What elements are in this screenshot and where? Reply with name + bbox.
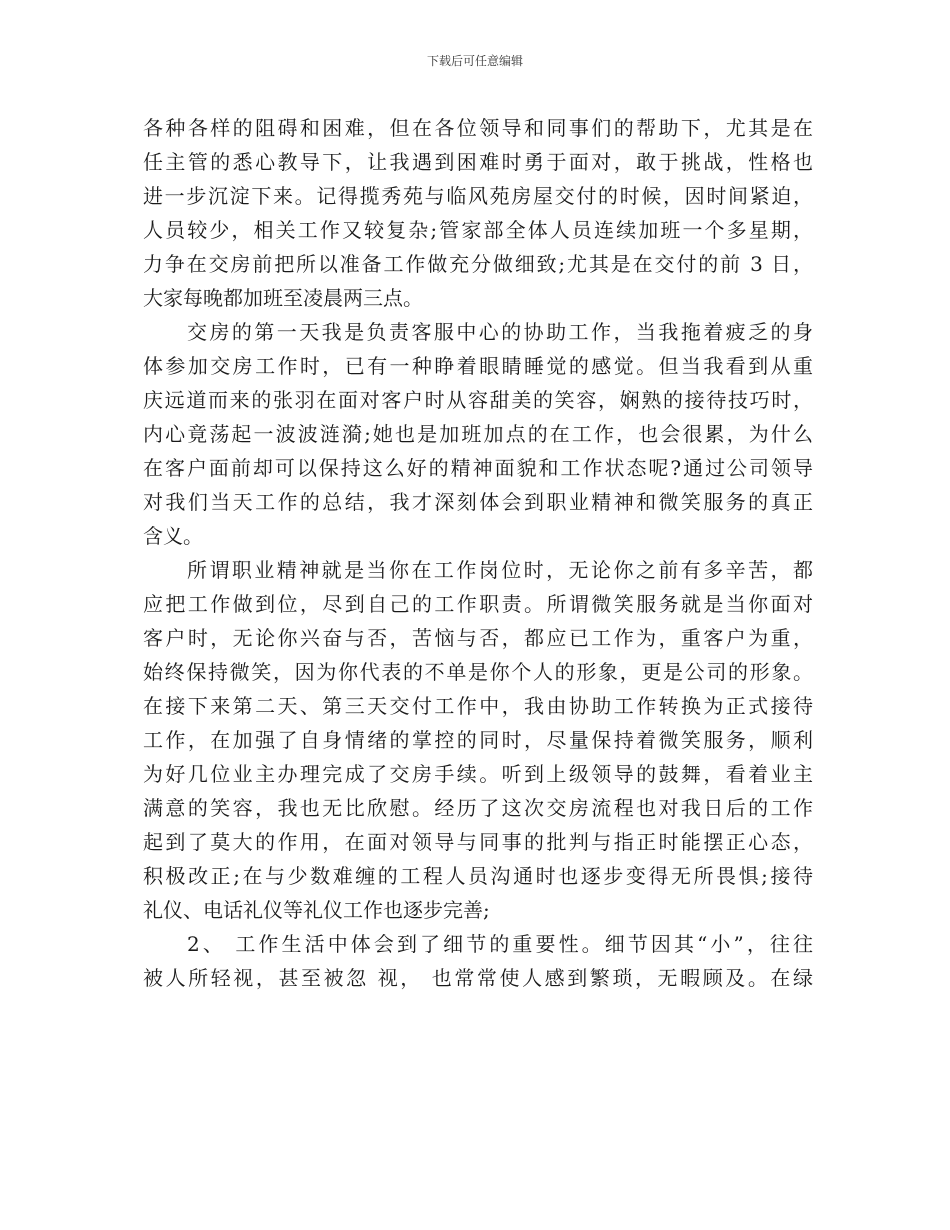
text-line: 对我们当天工作的总结，我才深刻体会到职业精神和微笑服务的真正: [143, 490, 813, 514]
text-line: 起到了莫大的作用，在面对领导与同事的批判与指正时能摆正心态，: [143, 830, 813, 854]
text-line: 始终保持微笑，因为你代表的不单是你个人的形象，更是公司的形象。: [143, 660, 813, 684]
text-line: 在客户面前却可以保持这么好的精神面貌和工作状态呢?通过公司领导: [143, 456, 813, 480]
page-header: 下载后可任意编辑: [426, 54, 523, 68]
text-line: 各种各样的阻碍和困难，但在各位领导和同事们的帮助下，尤其是在: [143, 116, 813, 140]
text-line: 被人所轻视，甚至被忽 视， 也常常使人感到繁琐，无暇顾及。在绿: [143, 966, 813, 990]
text-line: 含义。: [143, 524, 203, 548]
text-line: 交房的第一天我是负责客服中心的协助工作，当我拖着疲乏的身: [187, 320, 813, 344]
text-line: 力争在交房前把所以准备工作做充分做细致;尤其是在交付的前 3 日，: [143, 252, 813, 276]
text-line: 在接下来第二天、第三天交付工作中，我由协助工作转换为正式接待: [143, 694, 813, 718]
text-line: 满意的笑容，我也无比欣慰。经历了这次交房流程也对我日后的工作: [143, 796, 813, 820]
text-line: 大家每晚都加班至凌晨两三点。: [143, 286, 423, 310]
document-body: [143, 111, 813, 995]
text-line: 礼仪、电话礼仪等礼仪工作也逐步完善;: [143, 898, 490, 922]
text-line: 为好几位业主办理完成了交房手续。听到上级领导的鼓舞，看着业主: [143, 762, 813, 786]
text-line: 内心竟荡起一波波涟漪;她也是加班加点的在工作，也会很累，为什么: [143, 422, 813, 446]
text-line: 2、 工作生活中体会到了细节的重要性。细节因其“小”，往往: [187, 932, 813, 956]
text-line: 人员较少，相关工作又较复杂;管家部全体人员连续加班一个多星期，: [143, 218, 813, 242]
text-line: 工作，在加强了自身情绪的掌控的同时，尽量保持着微笑服务，顺利: [143, 728, 813, 752]
text-line: 进一步沉淀下来。记得揽秀苑与临风苑房屋交付的时候，因时间紧迫，: [143, 184, 813, 208]
text-line: 体参加交房工作时，已有一种睁着眼睛睡觉的感觉。但当我看到从重: [143, 354, 813, 378]
text-line: 客户时，无论你兴奋与否，苦恼与否，都应已工作为，重客户为重，: [143, 626, 813, 650]
text-line: 所谓职业精神就是当你在工作岗位时，无论你之前有多辛苦，都: [187, 558, 813, 582]
text-line: 任主管的悉心教导下，让我遇到困难时勇于面对，敢于挑战，性格也: [143, 150, 813, 174]
text-line: 积极改正;在与少数难缠的工程人员沟通时也逐步变得无所畏惧;接待: [143, 864, 813, 888]
text-line: 应把工作做到位，尽到自己的工作职责。所谓微笑服务就是当你面对: [143, 592, 813, 616]
text-line: 庆远道而来的张羽在面对客户时从容甜美的笑容，娴熟的接待技巧时，: [143, 388, 813, 412]
